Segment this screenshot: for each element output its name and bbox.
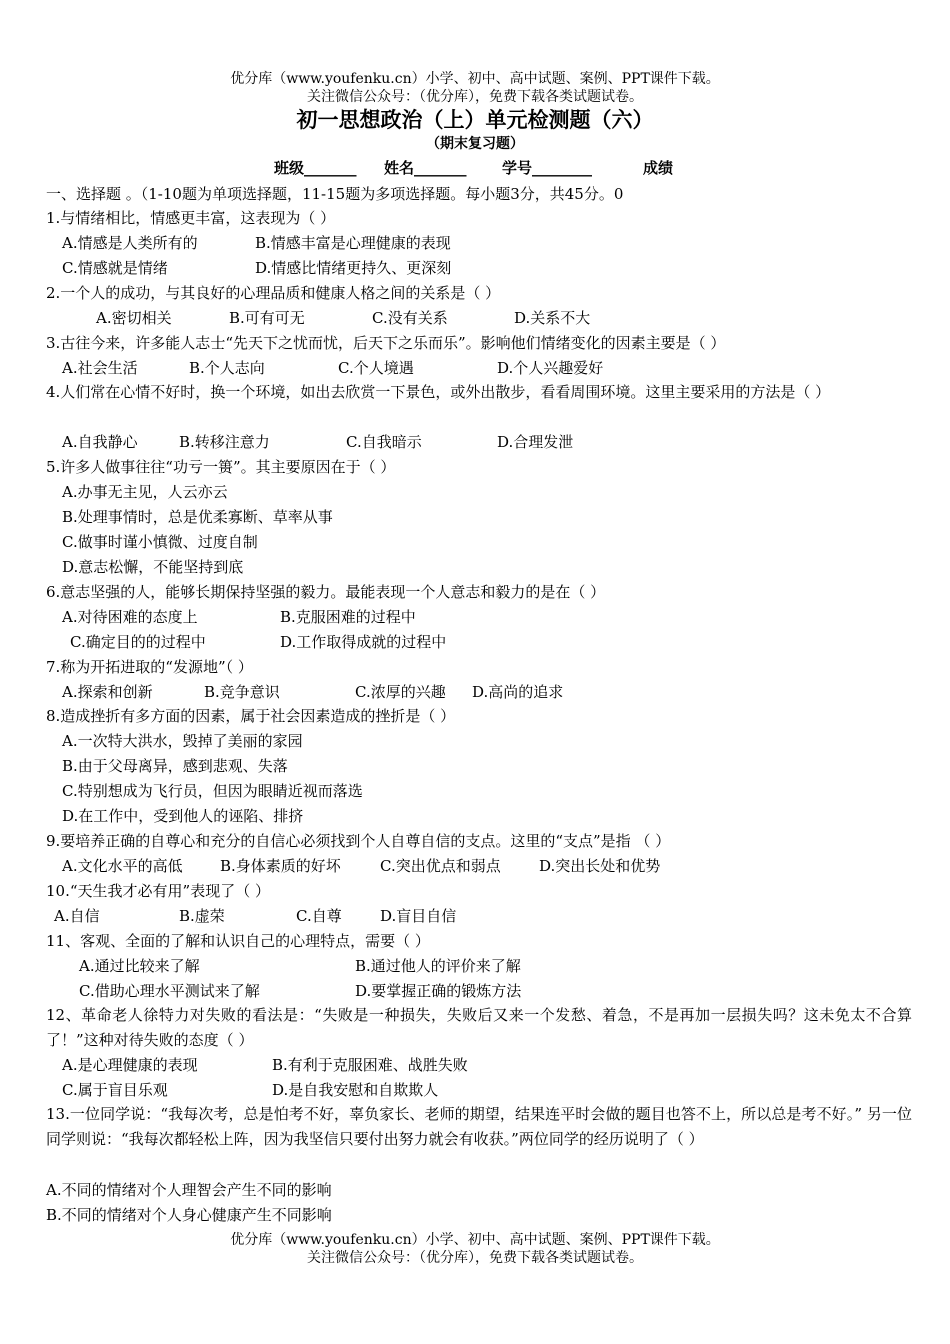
option: A.情感是人类所有的 bbox=[62, 234, 198, 252]
option: D.意志松懈，不能坚持到底 bbox=[62, 558, 244, 576]
question-stem: 10.“天生我才必有用”表现了（ ） bbox=[46, 882, 270, 900]
option: C.特别想成为飞行员，但因为眼睛近视而落选 bbox=[62, 782, 363, 800]
option: D.关系不大 bbox=[514, 309, 591, 327]
option: D.个人兴趣爱好 bbox=[497, 359, 604, 377]
question-stem: 13.一位同学说：“我每次考，总是怕考不好，辜负家长、老师的期望，结果连平时会做的题目也答不上，所以总是考不好。” 另一位同学则说：“我每次都轻松上阵，因为我坚信只要付出努力就会有收获。”两位同学的经历说明了（ ） bbox=[46, 1105, 912, 1148]
option: A.文化水平的高低 bbox=[62, 857, 183, 875]
page-subtitle: （期末复习题） bbox=[426, 136, 524, 152]
footer-line-2: 关注微信公众号：（优分库），免费下载各类试题试卷。 bbox=[307, 1250, 643, 1266]
option: D.在工作中，受到他人的诬陷、排挤 bbox=[62, 807, 304, 825]
option: A.通过比较来了解 bbox=[79, 957, 200, 975]
option: A.密切相关 bbox=[96, 309, 172, 327]
option: A.不同的情绪对个人理智会产生不同的影响 bbox=[46, 1181, 332, 1199]
option: A.社会生活 bbox=[62, 359, 138, 377]
option: A.自我静心 bbox=[62, 433, 138, 451]
option: B.身体素质的好坏 bbox=[220, 857, 341, 875]
option: C.浓厚的兴趣 bbox=[355, 683, 446, 701]
option: B.不同的情绪对个人身心健康产生不同影响 bbox=[46, 1206, 332, 1224]
header-line-1: 优分库（www.youfenku.cn）小学、初中、高中试题、案例、PPT课件下载。 bbox=[230, 71, 720, 87]
option: B.竞争意识 bbox=[204, 683, 280, 701]
question-stem: 5.许多人做事往往“功亏一篑”。其主要原因在于（ ） bbox=[46, 458, 396, 476]
option: D.情感比情绪更持久、更深刻 bbox=[255, 259, 452, 277]
option: B.情感丰富是心理健康的表现 bbox=[255, 234, 451, 252]
option: B.克服困难的过程中 bbox=[280, 608, 416, 626]
option: D.高尚的追求 bbox=[472, 683, 564, 701]
section-heading: 一、选择题 。（1-10题为单项选择题，11-15题为多项选择题。每小题3分，共45分。0 bbox=[46, 185, 624, 203]
option: C.突出优点和弱点 bbox=[380, 857, 501, 875]
option: C.自我暗示 bbox=[346, 433, 422, 451]
option: A.办事无主见，人云亦云 bbox=[62, 483, 228, 501]
option: B.由于父母离异，感到悲观、失落 bbox=[62, 757, 288, 775]
option: D.是自我安慰和自欺欺人 bbox=[272, 1081, 439, 1099]
question-stem: 1.与情绪相比，情感更丰富，这表现为（ ） bbox=[46, 209, 336, 227]
option: D.要掌握正确的锻炼方法 bbox=[355, 982, 522, 1000]
option: A.探索和创新 bbox=[62, 683, 153, 701]
option: B.处理事情时，总是优柔寡断、草率从事 bbox=[62, 508, 333, 526]
option: A.对待困难的态度上 bbox=[62, 608, 198, 626]
option: C.属于盲目乐观 bbox=[62, 1081, 168, 1099]
question-stem: 3.古往今来，许多能人志士“先天下之忧而忧，后天下之乐而乐”。影响他们情绪变化的因素主要是（ ） bbox=[46, 334, 726, 352]
option: B.转移注意力 bbox=[179, 433, 270, 451]
option: C.个人境遇 bbox=[338, 359, 414, 377]
footer-line-1: 优分库（www.youfenku.cn）小学、初中、高中试题、案例、PPT课件下载。 bbox=[230, 1232, 720, 1248]
option: C.情感就是情绪 bbox=[62, 259, 168, 277]
question-stem: 4.人们常在心情不好时，换一个环境，如出去欣赏一下景色，或外出散步，看看周围环境。这里主要采用的方法是（ ） bbox=[46, 383, 831, 401]
header-line-2: 关注微信公众号：（优分库），免费下载各类试题试卷。 bbox=[307, 89, 643, 105]
question-stem: 11、客观、全面的了解和认识自己的心理特点，需要（ ） bbox=[46, 932, 430, 950]
option: C.做事时谨小慎微、过度自制 bbox=[62, 533, 258, 551]
question-stem: 9.要培养正确的自尊心和充分的自信心必须找到个人自尊自信的支点。这里的“支点”是指 （ ） bbox=[46, 832, 671, 850]
name-field: 姓名_______ bbox=[384, 159, 467, 177]
option: D.盲目自信 bbox=[380, 907, 457, 925]
question-stem: 7.称为开拓进取的“发源地”（ ） bbox=[46, 658, 253, 676]
option: A.一次特大洪水，毁掉了美丽的家园 bbox=[62, 732, 303, 750]
option: C.没有关系 bbox=[372, 309, 448, 327]
option: A.是心理健康的表现 bbox=[62, 1056, 198, 1074]
option: D.工作取得成就的过程中 bbox=[280, 633, 447, 651]
score-field: 成绩 bbox=[643, 159, 674, 177]
option: B.有利于克服困难、战胜失败 bbox=[272, 1056, 468, 1074]
option: B.可有可无 bbox=[229, 309, 305, 327]
option: C.自尊 bbox=[296, 907, 342, 925]
option: C.借助心理水平测试来了解 bbox=[79, 982, 260, 1000]
option: D.突出长处和优势 bbox=[539, 857, 661, 875]
option: B.虚荣 bbox=[179, 907, 225, 925]
option: D.合理发泄 bbox=[497, 433, 574, 451]
number-field: 学号________ bbox=[502, 159, 593, 177]
option: B.通过他人的评价来了解 bbox=[355, 957, 521, 975]
page-title: 初一思想政治（上）单元检测题（六） bbox=[296, 107, 654, 132]
option: C.确定目的的过程中 bbox=[70, 633, 206, 651]
question-stem: 8.造成挫折有多方面的因素，属于社会因素造成的挫折是（ ） bbox=[46, 707, 456, 725]
class-field: 班级_______ bbox=[274, 159, 357, 177]
option: B.个人志向 bbox=[189, 359, 265, 377]
option: A.自信 bbox=[54, 907, 100, 925]
question-stem: 6.意志坚强的人，能够长期保持坚强的毅力。最能表现一个人意志和毅力的是在（ ） bbox=[46, 583, 606, 601]
question-stem: 2.一个人的成功，与其良好的心理品质和健康人格之间的关系是（ ） bbox=[46, 284, 501, 302]
question-stem: 12、革命老人徐特力对失败的看法是：“失败是一种损失，失败后又来一个发愁、着急，不是再加一层损失吗？这未免太不合算了！”这种对待失败的态度（ ） bbox=[46, 1006, 912, 1049]
